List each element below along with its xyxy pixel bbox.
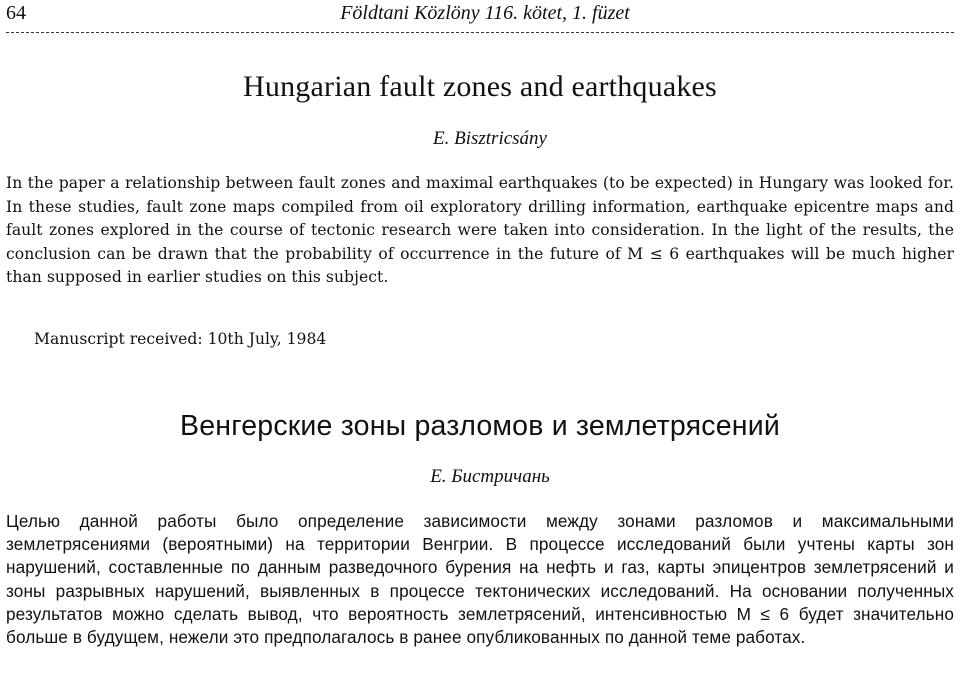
running-head bbox=[6, 2, 954, 28]
page-number: 64 bbox=[6, 2, 26, 24]
abstract-russian: Целью данной работы было определение зависимости между зонами разломов и максимальными землетрясениями (вероятными) на территории Венгрии. В процессе исследований были учтены карты зон нарушений, составленные по данным разведочного бурения на нефть и газ, карты эпицентров землетрясений и зоны разрывных нарушений, выявленных в процессе тектонических исследований. На основании полученных результатов можно сделать вывод, что вероятность землетрясений, интенсивностью М ≤ 6 будет значительно больше в будущем, нежели это предполагалось в ранее опубликованных по данной теме работах. bbox=[6, 511, 954, 648]
abstract-english: In the paper a relationship between fault zones and maximal earthquakes (to be expected) in Hungary was looked for. In these studies, fault zone maps compiled from oil exploratory drilling information, earthquake epicentre maps and fault zones explored in the course of tectonic research were taken into consideration. In the light of the results, the conclusion can be drawn that the probability of occurrence in the future of M ≤ 6 earthquakes will be much higher than supposed in earlier studies on this subject. bbox=[6, 174, 954, 287]
journal-citation: Földtani Közlöny 116. kötet, 1. füzet bbox=[340, 2, 630, 24]
author-russian: Е. Бистричань bbox=[430, 466, 550, 487]
manuscript-received-note: Manuscript received: 10th July, 1984 bbox=[34, 330, 327, 348]
article-title-russian: Венгерские зоны разломов и землетрясений bbox=[180, 410, 780, 442]
article-title-english: Hungarian fault zones and earthquakes bbox=[243, 70, 717, 103]
author-english: E. Bisztricsány bbox=[433, 128, 547, 149]
header-rule bbox=[6, 32, 954, 33]
